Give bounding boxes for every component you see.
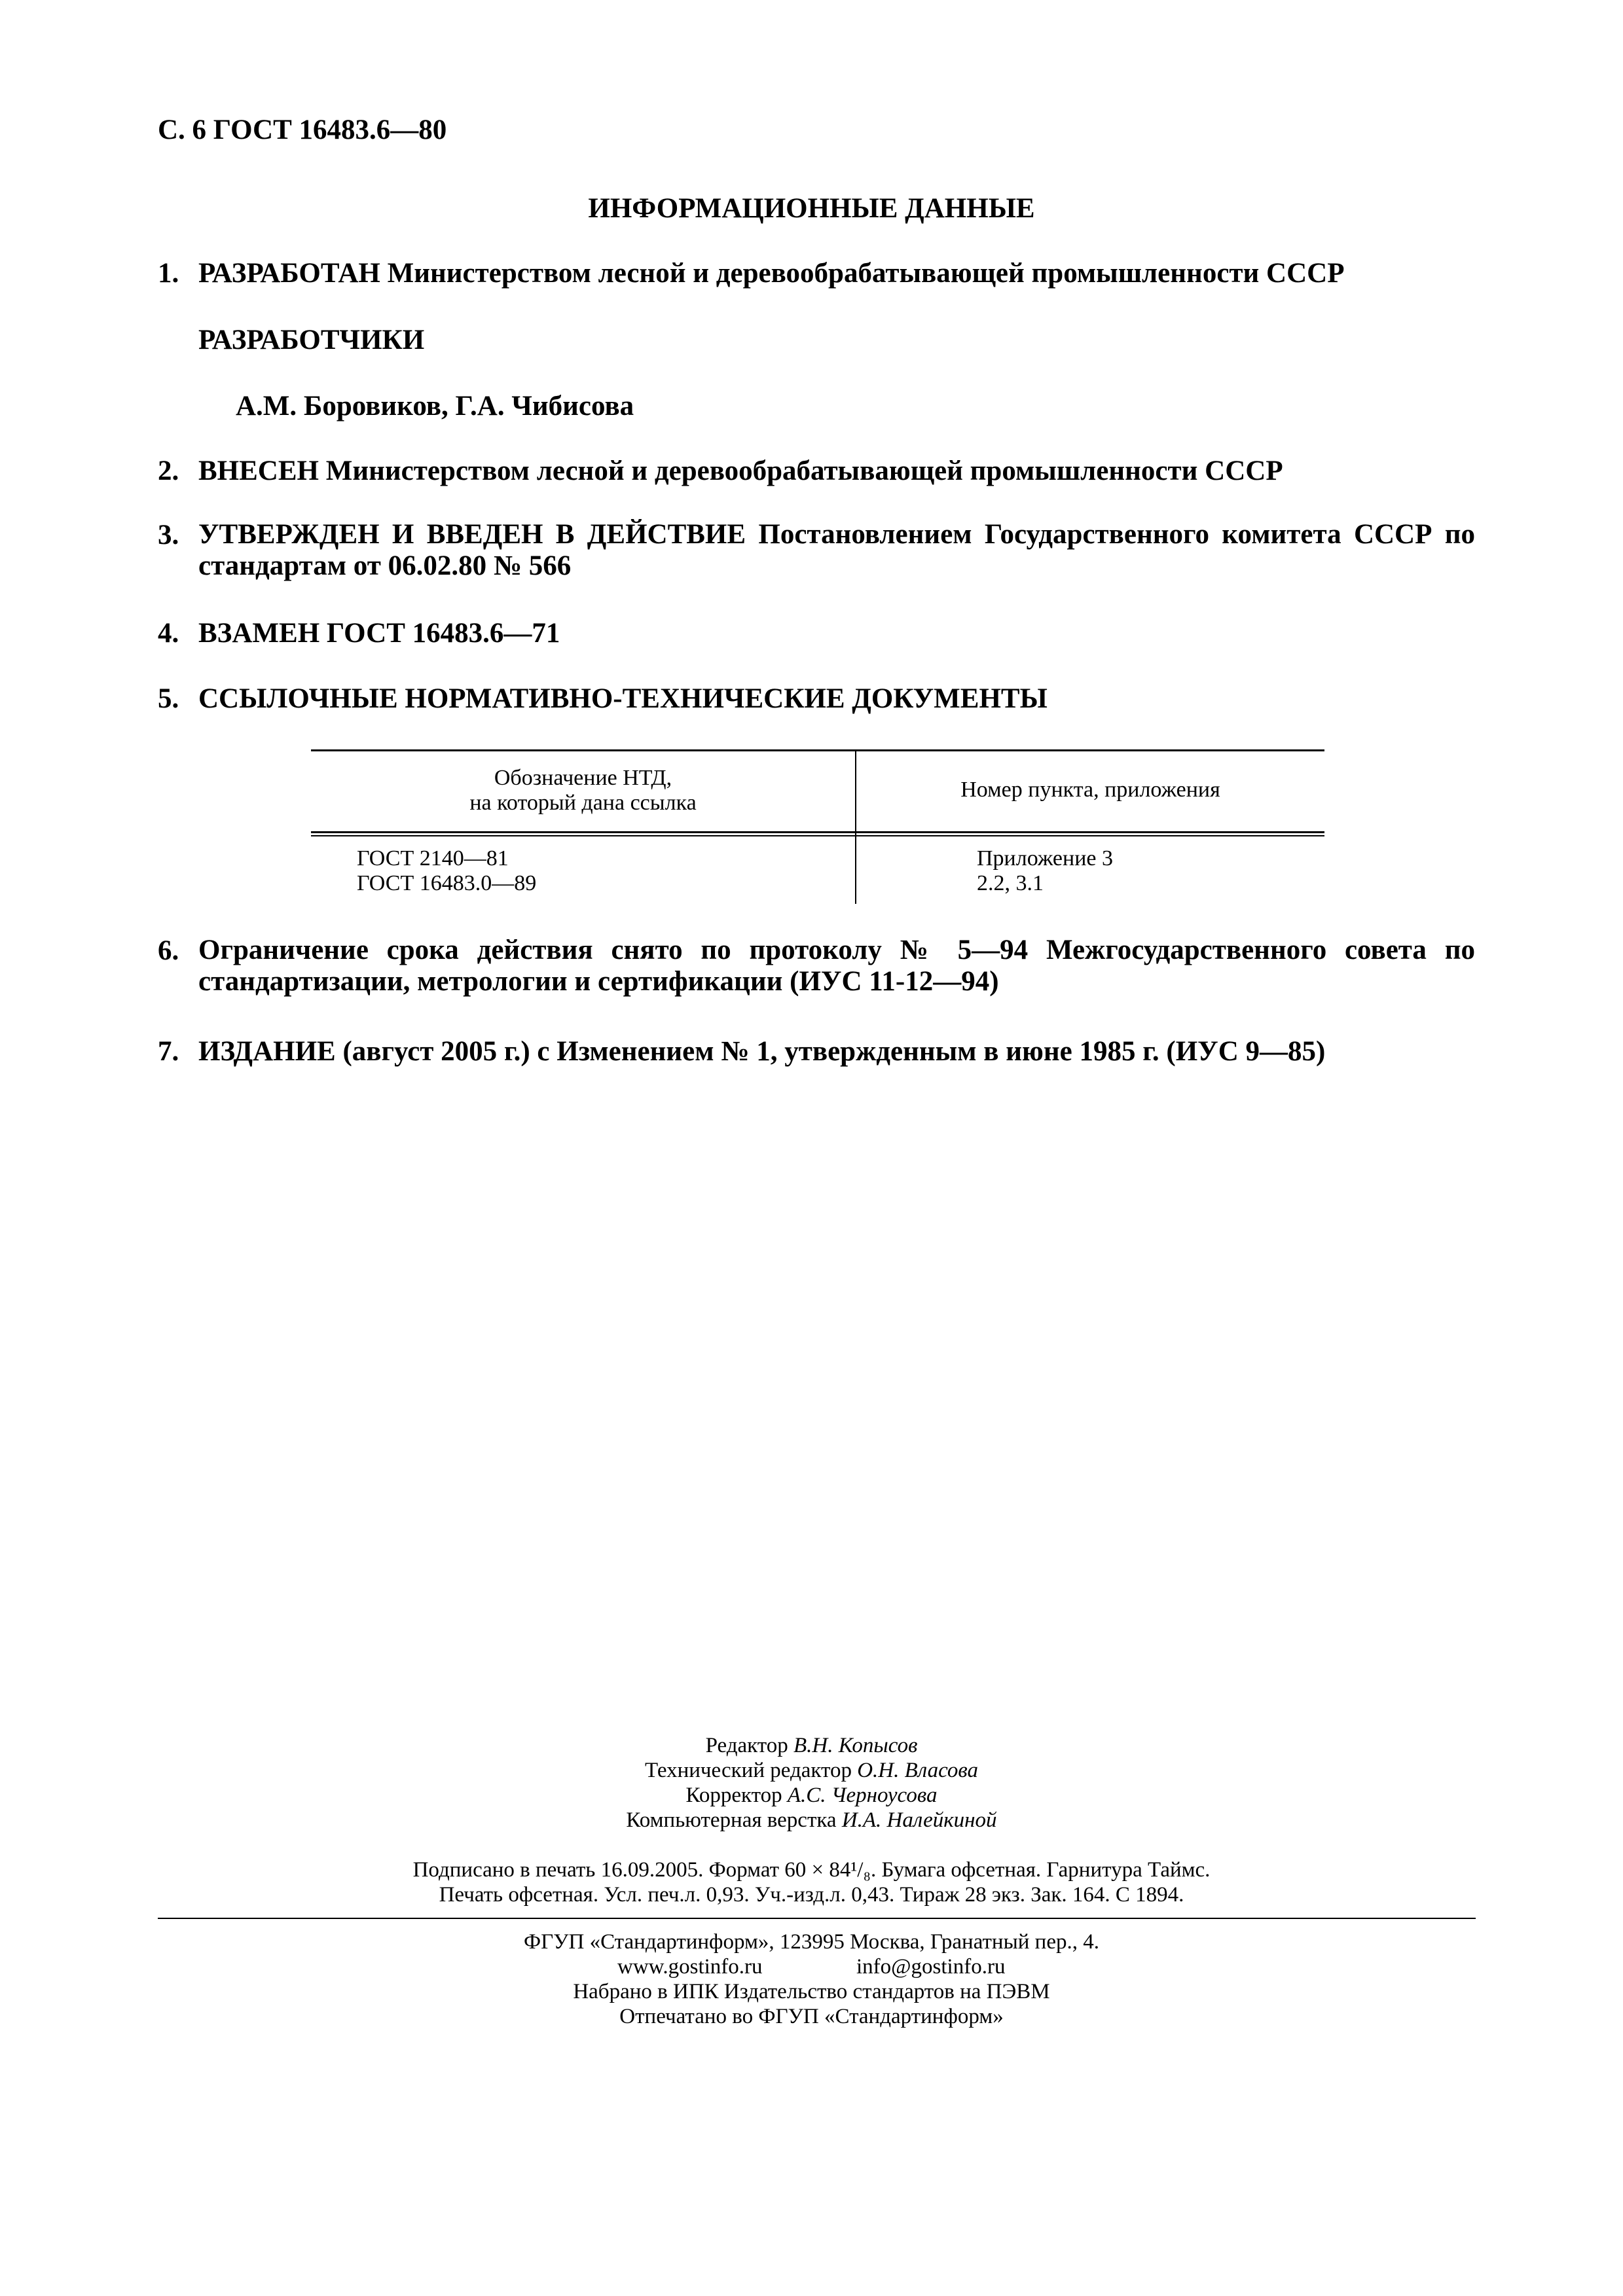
item-number: 5. [158,683,179,714]
item-lead: ВНЕСЕН [198,456,319,486]
table-cell-doc: ГОСТ 2140—81 [357,846,509,870]
credit-name: О.Н. Власова [857,1759,979,1782]
publisher-line3: Набрано в ИПК Издательство стандартов на ПЭВМ [573,1980,1050,2003]
page-header: С. 6 ГОСТ 16483.6—80 [158,115,447,145]
credit-name: А.С. Черноусова [787,1784,938,1807]
credit-layout [0,1808,1623,1833]
item-3-line2: стандартам от 06.02.80 № 566 [198,550,572,581]
developers-names: А.М. Боровиков, Г.А. Чибисова [236,391,634,422]
section-title: ИНФОРМАЦИОННЫЕ ДАННЫЕ [588,193,1035,224]
credit-name: И.А. Налейкиной [841,1808,997,1832]
item-3 [198,519,1475,582]
item-3-line1: УТВЕРЖДЕН И ВВЕДЕН В ДЕЙСТВИЕ Постановлением Государственного комитета СССР по [198,519,1475,550]
credit-corrector [0,1783,1623,1808]
item-6 [198,935,1475,997]
publisher-line4: Отпечатано во ФГУП «Стандартинформ» [619,2005,1004,2028]
item-text: Министерством лесной и деревообрабатывающей промышленности СССР [319,456,1283,486]
publisher-website: www.gostinfo.ru [617,1955,763,1979]
developers-label: РАЗРАБОТЧИКИ [198,325,425,355]
table-cell-doc: ГОСТ 16483.0—89 [357,871,537,895]
item-number: 7. [158,1036,179,1067]
item-text: ВЗАМЕН ГОСТ 16483.6—71 [198,618,560,649]
item-number: 3. [158,520,179,550]
header-line: Обозначение НТД, [494,766,672,790]
credit-label: Технический редактор [644,1759,852,1782]
credit-tech-editor [0,1758,1623,1783]
item-text: ССЫЛОЧНЫЕ НОРМАТИВНО-ТЕХНИЧЕСКИЕ ДОКУМЕНТЫ [198,683,1048,714]
item-7 [158,1036,1325,1067]
item-4 [158,618,560,649]
item-1 [158,258,1344,289]
item-number: 4. [158,618,179,649]
credit-editor [0,1733,1623,1758]
credit-label: Корректор [685,1784,782,1807]
table-header-rule [311,831,1324,833]
credit-name: В.Н. Копысов [793,1734,918,1757]
item-text: ИЗДАНИЕ (август 2005 г.) с Изменением № 1, утвержденным в июне 1985 г. (ИУС 9—85) [198,1036,1326,1067]
item-6-line2: стандартизации, метрологии и сертификации (ИУС 11-12—94) [198,966,999,997]
print-info-line2: Печать офсетная. Усл. печ.л. 0,93. Уч.-изд.л. 0,43. Тираж 28 экз. Зак. 164. С 1894. [439,1883,1184,1907]
item-6-line1: Ограничение срока действия снято по протоколу № 5—94 Межгосударственного совета по [198,935,1475,965]
print-info-line1: Подписано в печать 16.09.2005. Формат 60 × 84¹/₈. Бумага офсетная. Гарнитура Таймс. [412,1858,1211,1882]
item-text: Министерством лесной и деревообрабатывающей промышленности СССР [380,258,1345,289]
header-line: на который дана ссылка [469,791,697,815]
item-number: 6. [158,935,179,966]
table-cell-ref: 2.2, 3.1 [977,871,1044,895]
table-header-col1 [311,766,855,816]
credit-label: Редактор [705,1734,788,1757]
table-top-rule [311,749,1324,751]
table-column-divider [855,750,856,904]
item-number: 2. [158,456,179,486]
footer-rule [158,1918,1476,1919]
item-5 [158,683,1048,715]
item-lead: РАЗРАБОТАН [198,258,380,289]
table-header-col2: Номер пункта, приложения [960,778,1220,802]
publisher-line1: ФГУП «Стандартинформ», 123995 Москва, Гранатный пер., 4. [524,1930,1099,1954]
credit-label: Компьютерная верстка [626,1808,837,1832]
item-number: 1. [158,258,179,289]
table-cell-ref: Приложение 3 [977,846,1113,870]
item-2 [158,456,1283,487]
publisher-email: info@gostinfo.ru [856,1955,1006,1979]
table-header-rule-double [311,835,1324,836]
